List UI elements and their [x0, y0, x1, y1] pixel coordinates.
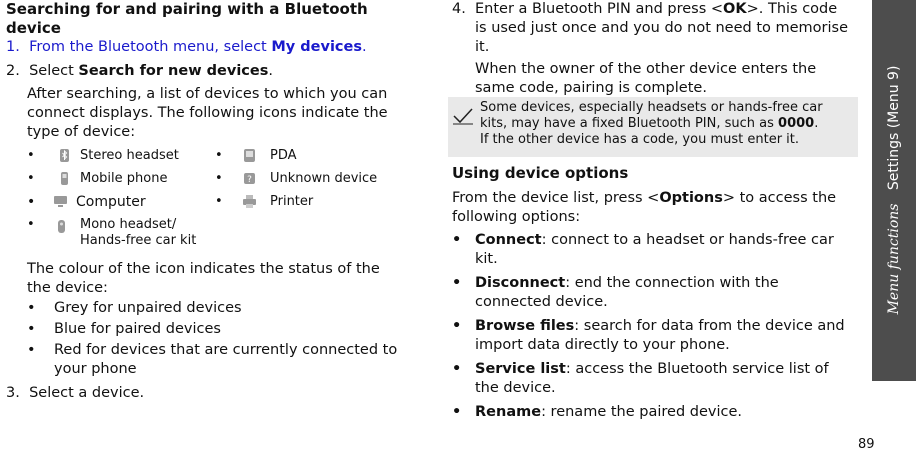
- svg-text:?: ?: [247, 175, 252, 185]
- note-line: If the other device has a code, you must enter it.: [480, 132, 800, 147]
- bullet: •: [452, 275, 462, 291]
- text: kits, may have a fixed Bluetooth PIN, such as: [480, 116, 779, 131]
- step-number: 4.: [452, 1, 466, 17]
- option-desc: kit.: [475, 251, 498, 267]
- option-browse-files: [452, 317, 867, 360]
- device-printer: [215, 194, 415, 210]
- device-unknown: [215, 171, 415, 187]
- options-intro: [452, 189, 867, 227]
- device-label: Hands-free car kit: [80, 233, 197, 248]
- list-item: [27, 341, 417, 360]
- bullet: •: [27, 148, 35, 163]
- option-desc: connected device.: [475, 294, 608, 310]
- para-line: same code, pairing is complete.: [475, 80, 707, 96]
- list-item: [27, 320, 417, 341]
- mono-headset-icon: [54, 219, 73, 236]
- chapter-tab-text: [886, 66, 902, 315]
- list-item-text: your phone: [54, 361, 137, 377]
- bullet: •: [215, 194, 223, 209]
- pda-icon: [242, 148, 261, 165]
- device-mono: [27, 217, 247, 248]
- step-4-paragraph: [475, 60, 865, 98]
- step-text: Select: [29, 63, 79, 79]
- step-number: 2.: [6, 63, 20, 79]
- para-line: The colour of the icon indicates the status of the: [27, 261, 380, 277]
- bullet: •: [27, 342, 36, 358]
- option-desc: : rename the paired device.: [541, 404, 742, 420]
- para-line: [452, 189, 867, 208]
- option-text: [475, 231, 834, 269]
- options-key: Options: [659, 190, 723, 206]
- option-desc: the device.: [475, 380, 556, 396]
- option-text: [475, 317, 845, 355]
- option-name: Disconnect: [475, 275, 566, 291]
- device-mobile: [27, 171, 227, 187]
- option-desc: : access the Bluetooth service list of: [565, 361, 829, 377]
- text: > to access the: [722, 190, 837, 206]
- step-1: [6, 38, 367, 57]
- step-number: 1.: [6, 39, 20, 55]
- chapter-tab: [872, 0, 916, 381]
- bullet: •: [215, 171, 223, 186]
- printer-icon: [242, 194, 261, 211]
- step-2: [6, 62, 273, 81]
- note-check-icon: [452, 107, 474, 129]
- chapter-title: Menu functions: [886, 203, 902, 315]
- bullet: •: [452, 232, 462, 248]
- punct: .: [361, 39, 367, 55]
- status-list: [27, 299, 417, 379]
- step-text: [475, 0, 837, 19]
- step-text: it.: [475, 39, 490, 55]
- pin-code: 0000: [778, 116, 815, 131]
- bullet: •: [27, 217, 35, 232]
- text: >. This code: [746, 1, 838, 17]
- bullet: •: [27, 194, 36, 210]
- option-desc: : connect to a headset or hands-free car: [541, 232, 834, 248]
- device-label: Printer: [270, 194, 314, 209]
- para-line: the device:: [27, 280, 108, 296]
- option-text: [475, 403, 742, 422]
- bullet: •: [452, 318, 462, 334]
- device-stereo: [27, 148, 227, 164]
- step-3: [6, 384, 144, 403]
- step-4: [452, 0, 867, 57]
- option-name: Connect: [475, 232, 542, 248]
- para-line: After searching, a list of devices to which you can: [27, 86, 388, 102]
- option-text: [475, 360, 829, 398]
- text: From the device list, press <: [452, 190, 660, 206]
- note-text: [480, 100, 860, 148]
- step-text: Select a device.: [29, 385, 145, 401]
- list-item-continued: [27, 360, 417, 379]
- option-desc: import data directly to your phone.: [475, 337, 730, 353]
- note-line: [480, 116, 860, 132]
- text: .: [814, 116, 819, 131]
- para-line: type of device:: [27, 124, 136, 140]
- step-number: 3.: [6, 385, 20, 401]
- section-heading: Searching for and pairing with a Bluetooth device: [6, 0, 368, 37]
- option-name: Rename: [475, 404, 542, 420]
- unknown-device-icon: [242, 171, 261, 188]
- option-connect: [452, 231, 867, 274]
- section-title: Settings (Menu 9): [886, 65, 902, 191]
- option-text: [475, 274, 779, 312]
- step-text: From the Bluetooth menu, select: [29, 39, 272, 55]
- device-label: Stereo headset: [80, 148, 179, 163]
- note-box: [448, 97, 858, 157]
- step-2-paragraph: [27, 85, 417, 142]
- stereo-headset-icon: [57, 148, 76, 165]
- bullet: •: [27, 300, 36, 316]
- punct: .: [268, 63, 273, 79]
- option-rename: [452, 403, 867, 424]
- para-line: connect displays. The following icons indicate the: [27, 105, 388, 121]
- para-line: following options:: [452, 209, 581, 225]
- step-text: is used just once and you do not need to memorise: [475, 20, 848, 36]
- option-desc: : end the connection with the: [565, 275, 779, 291]
- option-name: Service list: [475, 361, 566, 377]
- option-service-list: [452, 360, 867, 403]
- list-item-text: Blue for paired devices: [54, 321, 221, 337]
- colour-paragraph: [27, 260, 417, 298]
- bullet: •: [452, 361, 462, 377]
- bullet: •: [27, 321, 36, 337]
- options-heading: Using device options: [452, 164, 629, 182]
- device-label: Unknown device: [270, 171, 378, 186]
- step-4-line: [452, 0, 867, 19]
- computer-icon: [53, 194, 72, 210]
- device-label: Computer: [76, 194, 146, 210]
- menu-item-search: Search for new devices: [78, 63, 269, 79]
- bullet: •: [215, 148, 223, 163]
- bullet: •: [452, 404, 462, 420]
- note-line: Some devices, especially headsets or hands-free car: [480, 100, 823, 115]
- device-label: Mono headset/: [80, 217, 177, 232]
- text: Enter a Bluetooth PIN and press <: [475, 1, 724, 17]
- ok-key: OK: [723, 1, 747, 17]
- options-list: [452, 231, 867, 424]
- menu-link-my-devices[interactable]: My devices: [271, 39, 362, 55]
- mobile-phone-icon: [57, 171, 76, 188]
- option-name: Browse files: [475, 318, 575, 334]
- list-item-text: Red for devices that are currently connected to: [54, 342, 398, 358]
- device-pda: [215, 148, 415, 164]
- option-desc: : search for data from the device and: [574, 318, 845, 334]
- device-label: PDA: [270, 148, 297, 163]
- list-item-text: Grey for unpaired devices: [54, 300, 242, 316]
- bullet: •: [27, 171, 35, 186]
- option-disconnect: [452, 274, 867, 317]
- page-number: 89: [858, 437, 875, 452]
- device-label: Mobile phone: [80, 171, 168, 186]
- para-line: When the owner of the other device enters the: [475, 61, 817, 77]
- device-computer: [27, 194, 227, 210]
- list-item: [27, 299, 417, 320]
